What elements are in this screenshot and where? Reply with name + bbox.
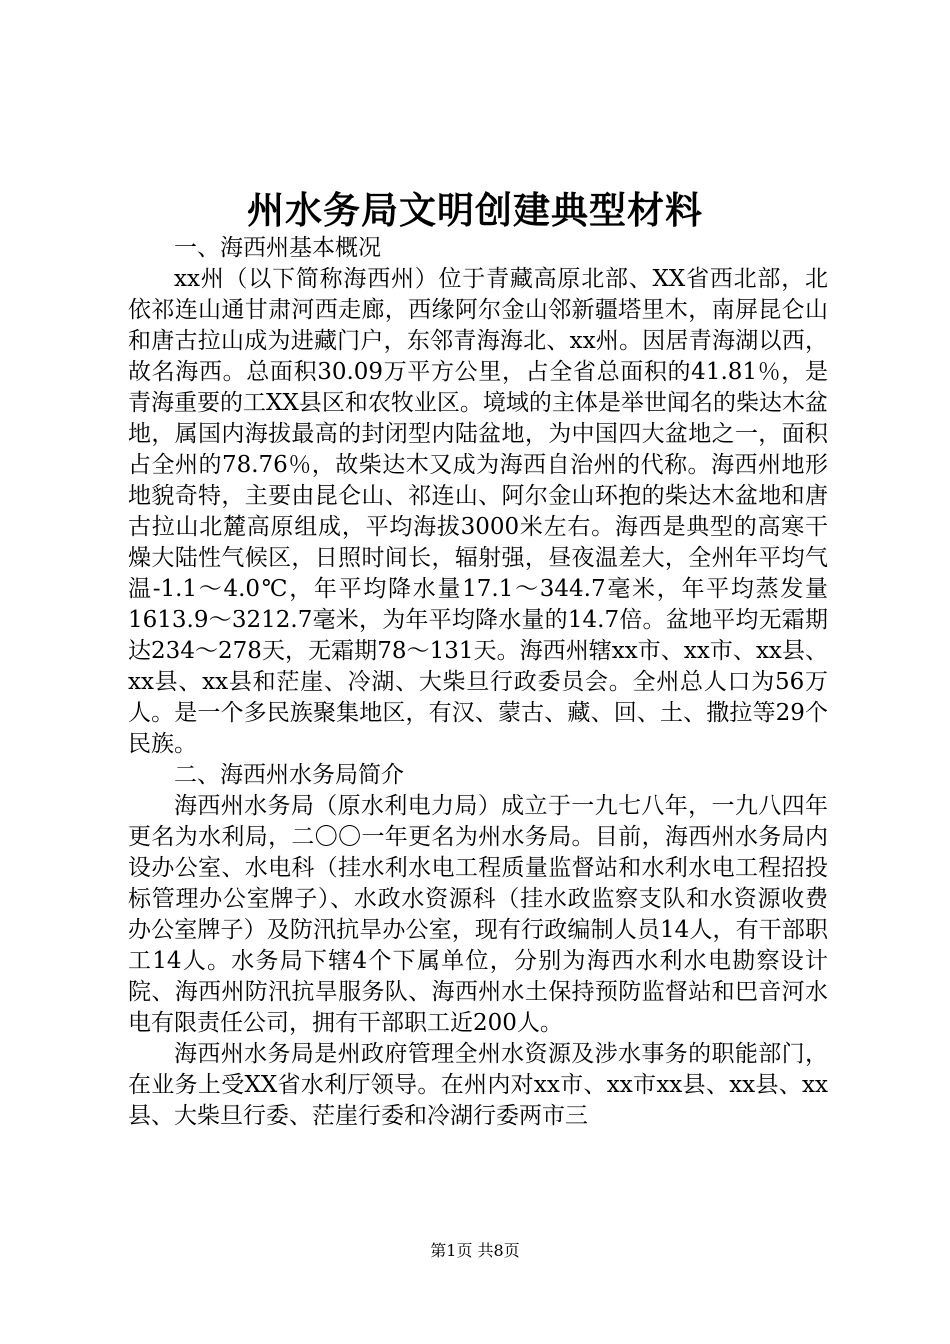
document-title: 州水务局文明创建典型材料 — [247, 188, 703, 232]
body-paragraph-3: 海西州水务局是州政府管理全州水资源及涉水事务的职能部门，在业务上受XX省水利厅领导。在州内对xx市、xx市xx县、xx县、xx县、大柴旦行委、茫崖行委和冷湖行委两市三 — [128, 1041, 828, 1129]
body-paragraph-2: 海西州水务局（原水利电力局）成立于一九七八年，一九八四年更名为水利局，二〇〇一年更名为州水务局。目前，海西州水务局内设办公室、水电科（挂水利水电工程质量监督站和水利水电工程招投标管理办公室牌子）、水政水资源科（挂水政监察支队和水资源收费办公室牌子）及防汛抗旱办公室，现有行政编制人员14人，有干部职工14人。水务局下辖4个下属单位，分别为海西水利水电勘察设计院、海西州防汛抗旱服务队、海西州水土保持预防监督站和巴音河水电有限责任公司，拥有干部职工近200人。 — [128, 793, 828, 1036]
section-heading-1: 一、海西州基本概况 — [174, 235, 381, 261]
document-body — [128, 233, 828, 1132]
body-paragraph-1: xx州（以下简称海西州）位于青藏高原北部、XX省西北部，北依祁连山通甘肃河西走廊，西缘阿尔金山邻新疆塔里木，南屏昆仑山和唐古拉山成为进藏门户，东邻青海海北、xx州。因居青海湖以西，故名海西。总面积30.09万平方公里，占全省总面积的41.81％，是青海重要的工XX县区和农牧业区。境域的主体是举世闻名的柴达木盆地，属国内海拔最高的封闭型内陆盆地，为中国四大盆地之一，面积占全州的78.76％，故柴达木又成为海西自治州的代称。海西州地形地貌奇特，主要由昆仑山、祁连山、阿尔金山环抱的柴达木盆地和唐古拉山北麓高原组成，平均海拔3000米左右。海西是典型的高寒干燥大陆性气候区，日照时间长，辐射强，昼夜温差大，全州年平均气温-1.1～4.0℃，年平均降水量17.1～344.7毫米，年平均蒸发量1613.9～3212.7毫米，为年平均降水量的14.7倍。盆地平均无霜期达234～278天，无霜期78～131天。海西州辖xx市、xx市、xx县、xx县、xx县和茫崖、冷湖、大柴旦行政委员会。全州总人口为56万人。是一个多民族聚集地区，有汉、蒙古、藏、回、土、撒拉等29个民族。 — [128, 266, 828, 757]
section-heading-2: 二、海西州水务局简介 — [174, 762, 404, 788]
page-footer: 第1页 共8页 — [430, 1241, 520, 1260]
